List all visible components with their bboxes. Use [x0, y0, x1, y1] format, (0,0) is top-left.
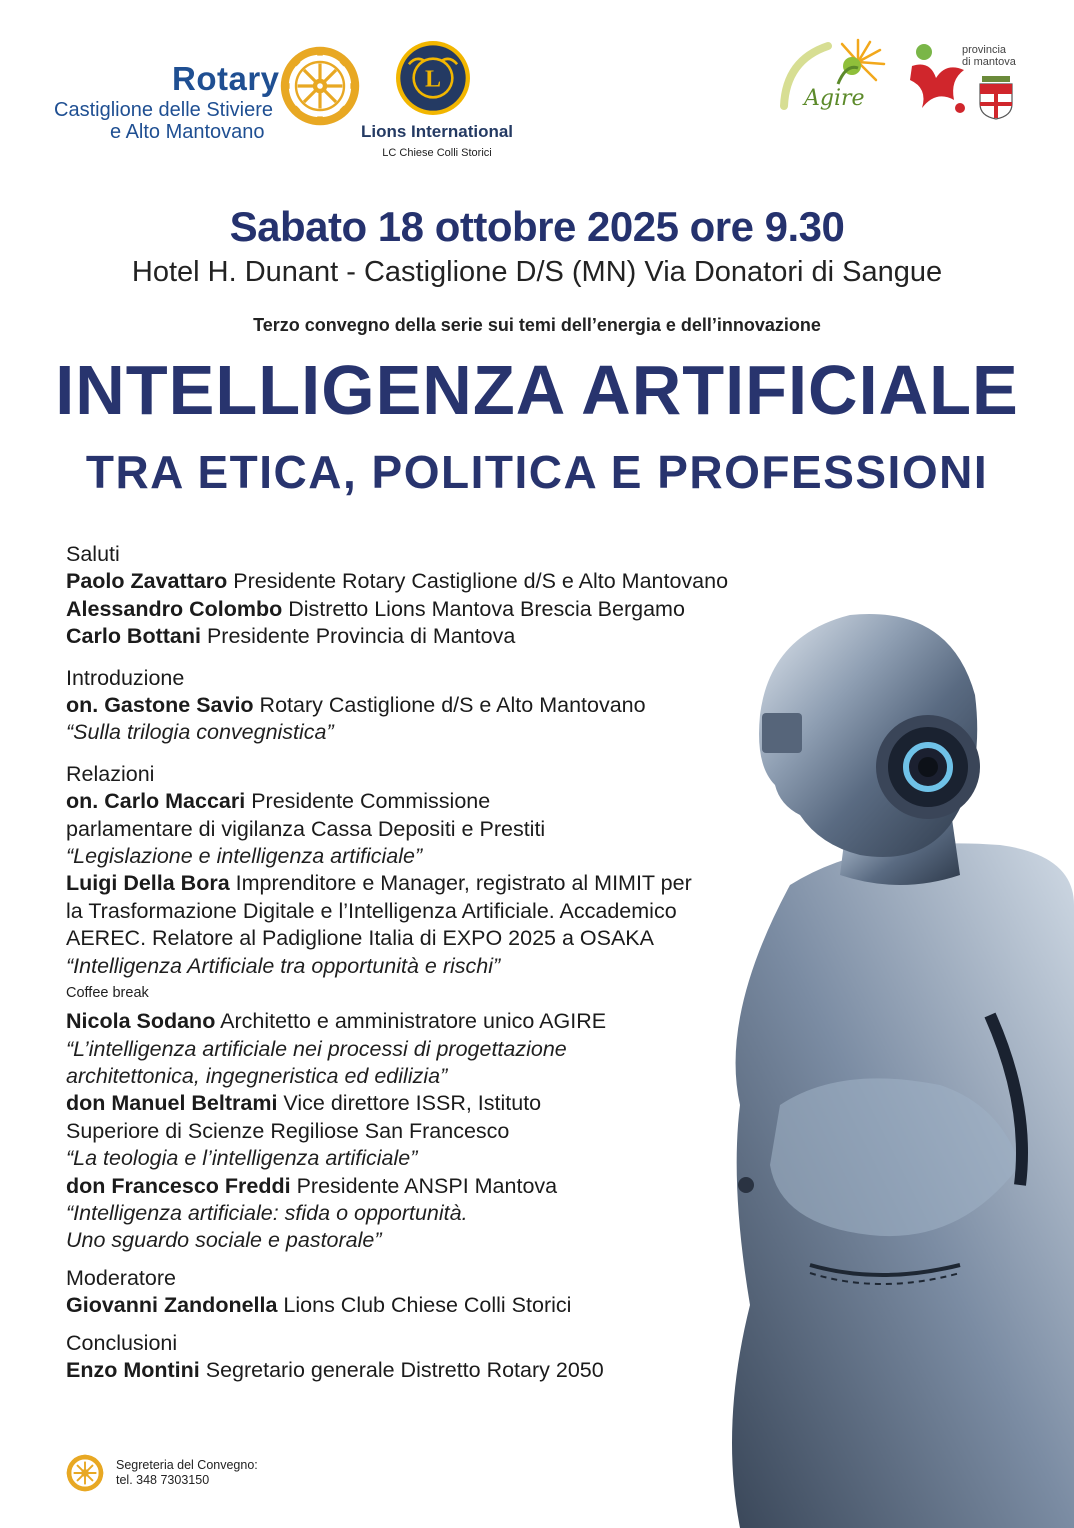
speaker-entry — [66, 1008, 746, 1035]
provincia-text-line2: di mantova — [962, 56, 1016, 68]
speaker-entry — [66, 1090, 746, 1117]
event-subtitle: TRA ETICA, POLITICA E PROFESSIONI — [85, 446, 989, 498]
speaker-name: don Francesco Freddi — [66, 1173, 291, 1198]
secretariat-label: Segreteria del Convegno: — [116, 1458, 258, 1472]
secretariat-contact — [116, 1458, 258, 1488]
lions-emblem-icon — [390, 38, 476, 118]
speaker-role: Presidente Rotary Castiglione d/S e Alto Mantovano — [227, 569, 729, 594]
section-moderatore: Moderatore — [66, 1265, 176, 1290]
speaker-entry — [66, 1292, 746, 1319]
svg-text:L: L — [424, 66, 442, 93]
lions-logo — [352, 36, 522, 166]
talk-title: “Intelligenza artificiale: sfida o opportunità. — [66, 1200, 468, 1225]
speaker-entry — [66, 596, 746, 623]
speaker-role: Vice direttore ISSR, Istituto — [277, 1091, 542, 1116]
section-saluti: Saluti — [66, 542, 120, 566]
speaker-role: Segretario generale Distretto Rotary 2050 — [199, 1357, 604, 1382]
speaker-role: Presidente Provincia di Mantova — [200, 624, 516, 649]
secretariat-phone[interactable]: tel. 348 7303150 — [116, 1473, 210, 1487]
provincia-logo — [906, 40, 1036, 124]
speaker-name: Alessandro Colombo — [66, 596, 283, 621]
speaker-role: Distretto Lions Mantova Brescia Bergamo — [282, 596, 685, 621]
speaker-name: on. Carlo Maccari — [66, 789, 246, 814]
talk-title-cont: Uno sguardo sociale e pastorale” — [66, 1228, 382, 1253]
section-relazioni: Relazioni — [66, 761, 155, 786]
speaker-entry — [66, 1173, 746, 1200]
program — [66, 541, 746, 1384]
talk-title-cont: architettonica, ingegneristica ed edilizia” — [66, 1063, 448, 1088]
talk-title: “Legislazione e intelligenza artificiale” — [66, 844, 423, 869]
speaker-role-cont: la Trasformazione Digitale e l’Intelligenza Artificiale. Accademico — [66, 898, 677, 923]
speaker-name: Carlo Bottani — [66, 624, 201, 649]
speaker-name: Giovanni Zandonella — [66, 1293, 278, 1318]
robot-illustration — [700, 545, 1074, 1528]
rotary-wheel-icon — [280, 46, 360, 126]
agire-wordmark: Agire — [804, 86, 865, 111]
speaker-role: Presidente Commissione — [245, 789, 491, 814]
speaker-entry — [66, 870, 746, 897]
speaker-name: Nicola Sodano — [66, 1009, 216, 1034]
event-venue: Hotel H. Dunant - Castiglione D/S (MN) Via Donatori di Sangue — [131, 256, 943, 288]
rotary-wheel-small-icon — [66, 1454, 104, 1492]
speaker-entry — [66, 788, 746, 815]
speaker-name: on. Gastone Savio — [66, 693, 254, 718]
talk-title: “La teologia e l’intelligenza artificiale” — [66, 1146, 418, 1171]
lions-name: Lions International — [360, 122, 514, 141]
speaker-role: Lions Club Chiese Colli Storici — [277, 1293, 572, 1318]
rotary-club-line1: Castiglione delle Stiviere — [54, 99, 274, 121]
rotary-logo — [54, 38, 364, 148]
speaker-role-cont: AEREC. Relatore al Padiglione Italia di EXPO 2025 a OSAKA — [66, 926, 654, 951]
coffee-break: Coffee break — [66, 985, 149, 1002]
speaker-name: don Manuel Beltrami — [66, 1091, 278, 1116]
provincia-crest-icon — [976, 74, 1016, 120]
event-series: Terzo convegno della serie sui temi dell’energia e dell’innovazione — [253, 315, 821, 335]
agire-logo — [776, 34, 894, 124]
speaker-role-cont: parlamentare di vigilanza Cassa Depositi e Prestiti — [66, 816, 546, 841]
talk-title: “Sulla trilogia convegnistica” — [66, 720, 334, 745]
rotary-wordmark: Rotary — [172, 60, 280, 97]
speaker-role: Imprenditore e Manager, registrato al MIMIT per — [229, 871, 692, 896]
event-title: INTELLIGENZA ARTIFICIALE — [55, 351, 1019, 429]
provincia-text-line1: provincia — [962, 44, 1007, 56]
rotary-club-line2: e Alto Mantovano — [110, 121, 265, 143]
speaker-role: Rotary Castiglione d/S e Alto Mantovano — [253, 693, 646, 718]
talk-title: “L’intelligenza artificiale nei processi di progettazione — [66, 1036, 567, 1061]
section-introduzione: Introduzione — [66, 665, 185, 690]
event-date: Sabato 18 ottobre 2025 ore 9.30 — [229, 203, 845, 250]
speaker-role-cont: Superiore di Scienze Regiliose San Francesco — [66, 1118, 510, 1143]
speaker-entry — [66, 568, 746, 595]
section-conclusioni: Conclusioni — [66, 1330, 178, 1355]
speaker-entry — [66, 623, 746, 650]
lions-club-name: LC Chiese Colli Storici — [382, 147, 492, 159]
speaker-entry — [66, 1357, 746, 1384]
speaker-name: Enzo Montini — [66, 1357, 200, 1382]
talk-title: “Intelligenza Artificiale tra opportunità e rischi” — [66, 953, 501, 978]
speaker-name: Paolo Zavattaro — [66, 569, 228, 594]
speaker-role: Architetto e amministratore unico AGIRE — [215, 1009, 607, 1034]
speaker-entry — [66, 692, 746, 719]
speaker-role: Presidente ANSPI Mantova — [290, 1173, 558, 1198]
speaker-name: Luigi Della Bora — [66, 871, 230, 896]
